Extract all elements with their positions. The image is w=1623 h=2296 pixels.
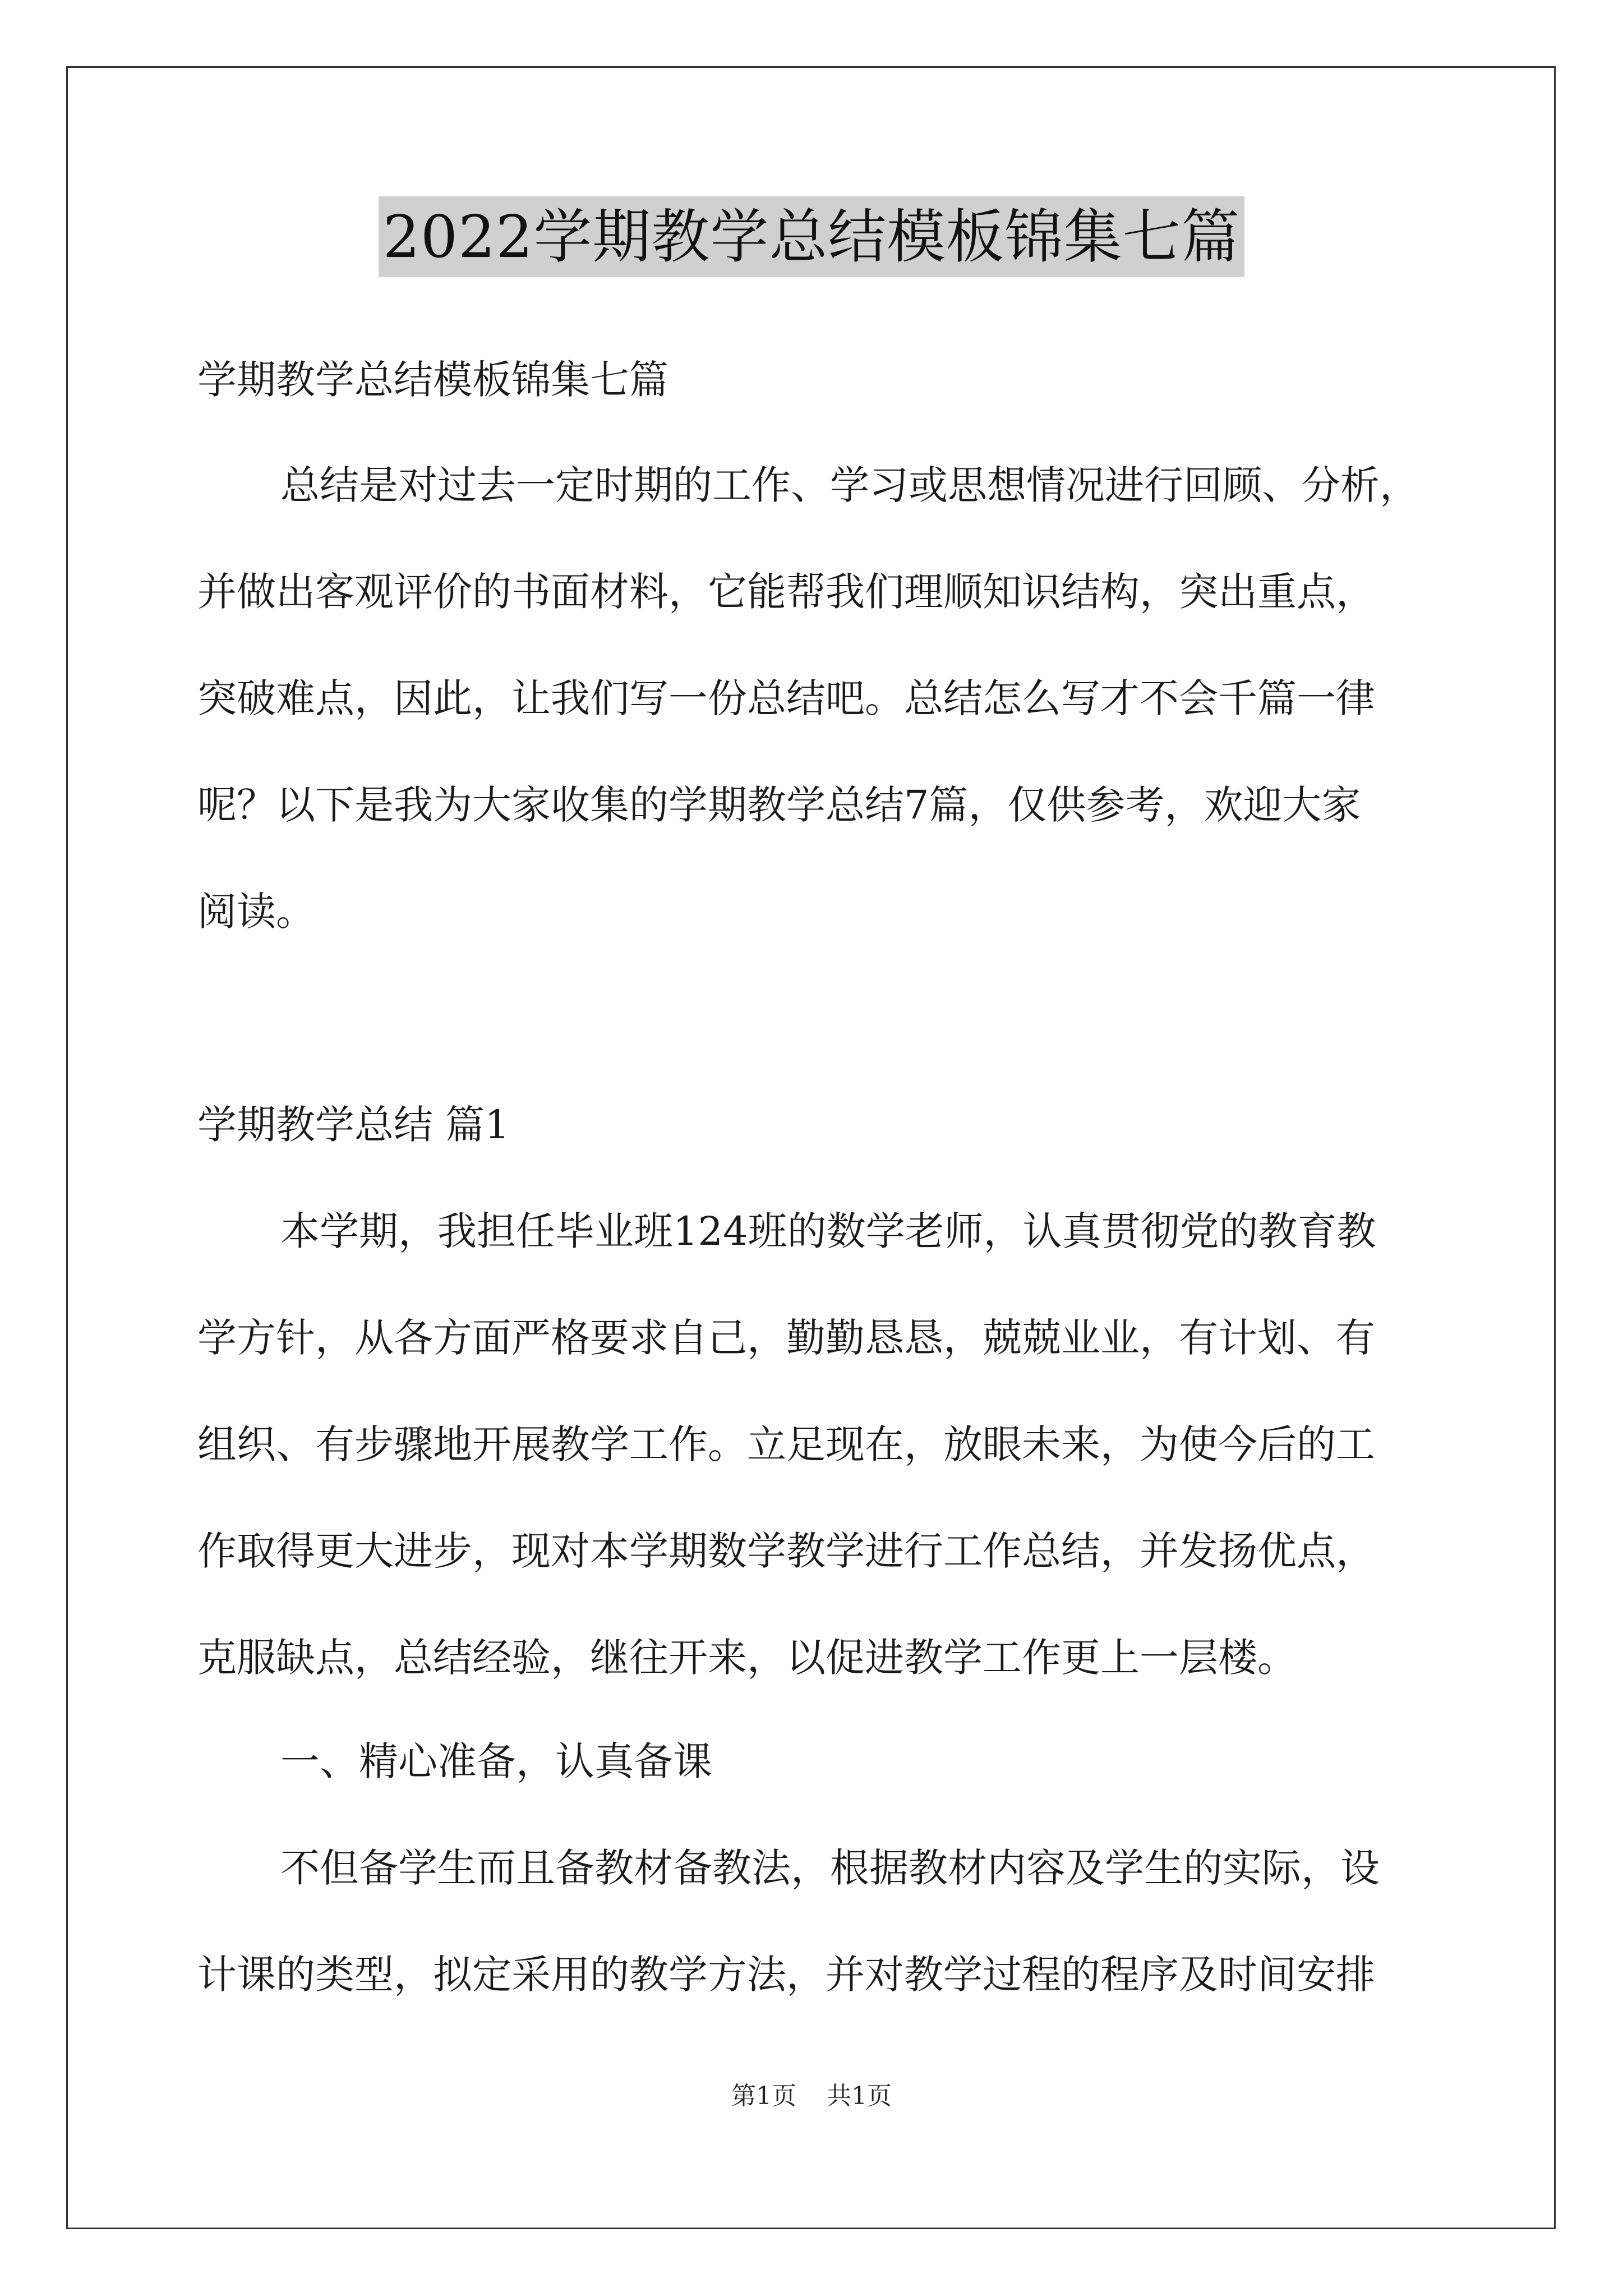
document-subtitle: 学期教学总结模板锦集七篇	[197, 357, 668, 403]
page-footer	[0, 2076, 1623, 2111]
subsection-line-2: 计课的类型，拟定采用的教学方法，并对教学过程的程序及时间安排	[197, 1952, 1375, 1998]
subsection-line-1: 不但备学生而且备教材备教法，根据教材内容及学生的实际，设	[280, 1845, 1380, 1891]
intro-line-5: 阅读。	[197, 889, 315, 935]
intro-line-3: 突破难点，因此，让我们写一份总结吧。总结怎么写才不会千篇一律	[197, 675, 1375, 721]
section-line-5: 克服缺点，总结经验，继往开来，以促进教学工作更上一层楼。	[197, 1635, 1297, 1681]
section-line-4: 作取得更大进步，现对本学期数学教学进行工作总结，并发扬优点，	[197, 1528, 1375, 1574]
intro-line-2: 并做出客观评价的书面材料，它能帮我们理顺知识结构，突出重点，	[197, 569, 1375, 615]
page-number-current: 第1页	[731, 2082, 796, 2110]
section-line-1: 本学期，我担任毕业班124班的数学老师，认真贯彻党的教育教	[280, 1208, 1376, 1254]
title-container	[0, 196, 1623, 277]
intro-line-4: 呢？以下是我为大家收集的学期教学总结7篇，仅供参考，欢迎大家	[197, 782, 1361, 828]
section-heading: 学期教学总结 篇1	[197, 1102, 510, 1148]
section-line-2: 学方针，从各方面严格要求自己，勤勤恳恳，兢兢业业，有计划、有	[197, 1315, 1375, 1361]
page-number-total: 共1页	[827, 2082, 892, 2110]
document-title: 2022学期教学总结模板锦集七篇	[379, 196, 1245, 277]
intro-line-1: 总结是对过去一定时期的工作、学习或思想情况进行回顾、分析，	[280, 462, 1419, 508]
subsection-heading: 一、精心准备，认真备课	[280, 1738, 712, 1784]
section-line-3: 组织、有步骤地开展教学工作。立足现在，放眼未来，为使今后的工	[197, 1421, 1375, 1467]
